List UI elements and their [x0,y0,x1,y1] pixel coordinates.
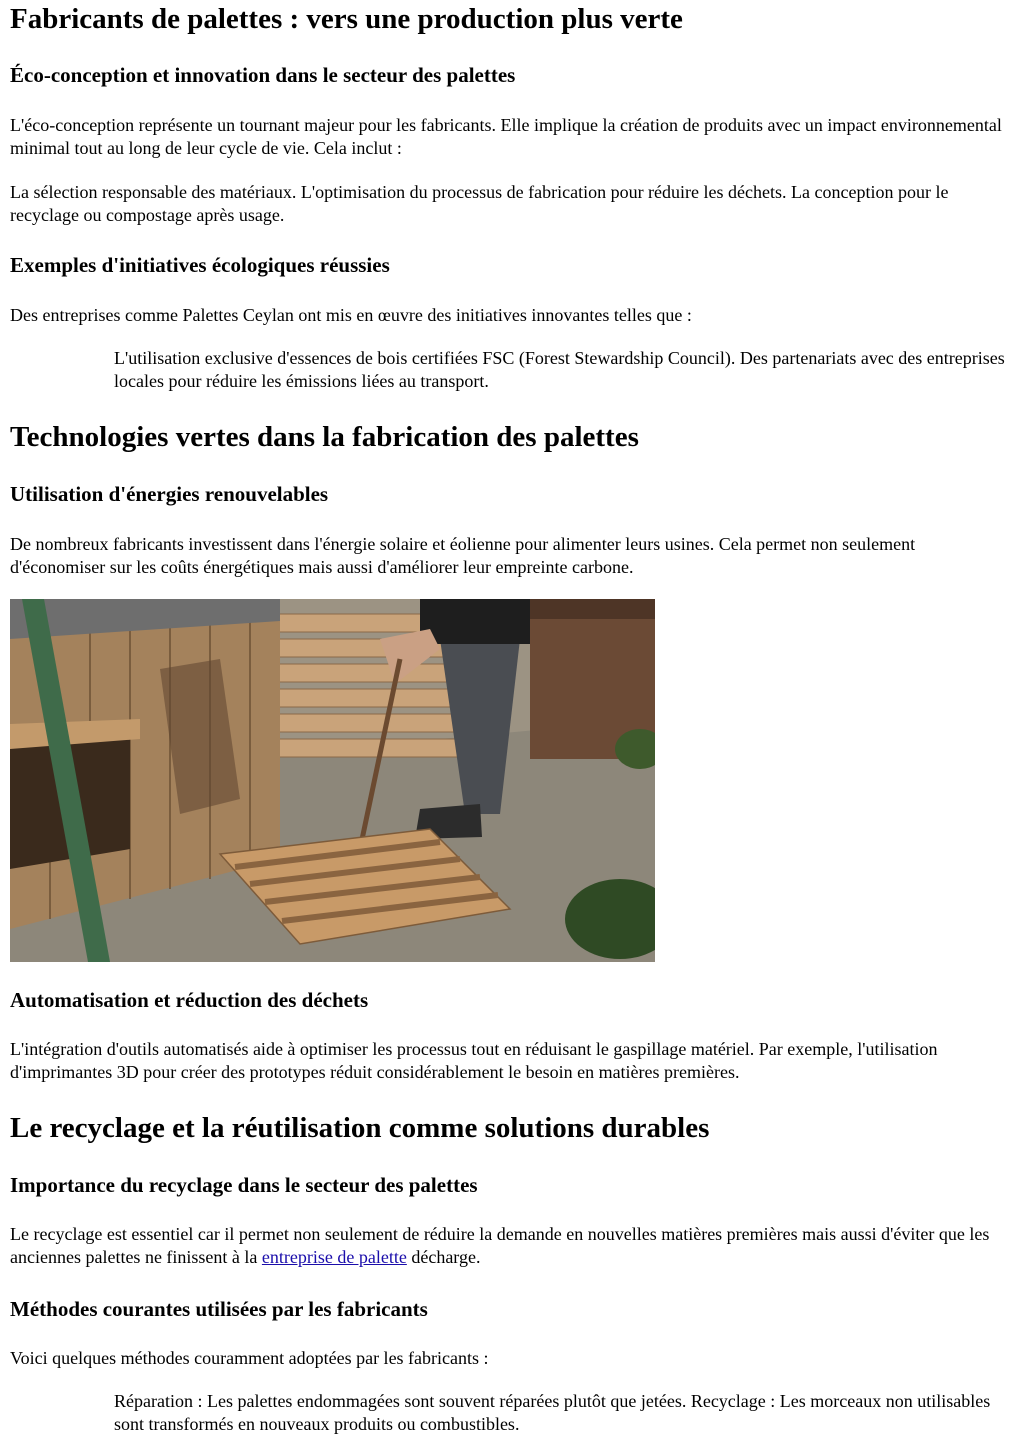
initiatives-quote: L'utilisation exclusive d'essences de bois certifiées FSC (Forest Stewardship Council). Des partenariats avec des entreprises locales pour réduire les émissions liées au transport. [114,348,1005,391]
pallet-photo [10,599,655,962]
methods-paragraph: Voici quelques méthodes couramment adoptées par les fabricants : [10,1348,489,1368]
recycling-importance-heading: Importance du recyclage dans le secteur des palettes [10,1173,478,1197]
recycling-importance-paragraph [10,1223,1014,1269]
entreprise-de-palette-link[interactable]: entreprise de palette [261,1247,407,1267]
automation-paragraph: L'intégration d'outils automatisés aide à optimiser les processus tout en réduisant le gaspillage matériel. Par exemple, l'utilisation d'imprimantes 3D pour créer des prototypes réduit considérablement le besoin en matières premières. [10,1039,938,1082]
eco-conception-list-paragraph: La sélection responsable des matériaux. L'optimisation du processus de fabrication pour réduire les déchets. La conception pour le recyclage ou compostage après usage. [10,182,949,225]
methods-quote: Réparation : Les palettes endommagées sont souvent réparées plutôt que jetées. Recyclage : Les morceaux non utilisables sont transformés en nouveaux produits ou combustibles. [114,1391,991,1434]
renewable-energy-paragraph: De nombreux fabricants investissent dans l'énergie solaire et éolienne pour alimenter leurs usines. Cela permet non seulement d'économiser sur les coûts énergétiques mais aussi d'améliorer leur empreinte carbone. [10,534,916,577]
automation-heading: Automatisation et réduction des déchets [10,988,369,1012]
recycling-heading: Le recyclage et la réutilisation comme solutions durables [10,1112,710,1144]
recycling-text-after: décharge. [406,1247,481,1267]
recycling-text-before: Le recyclage est essentiel car il permet non seulement de réduire la demande en nouvelles matières premières mais aussi d'éviter que les anciennes palettes ne finissent à la [10,1224,990,1267]
eco-conception-paragraph: L'éco-conception représente un tournant majeur pour les fabricants. Elle implique la création de produits avec un impact environnemental minimal tout au long de leur cycle de vie. Cela inclut : [10,115,1002,158]
methods-heading: Méthodes courantes utilisées par les fabricants [10,1297,428,1321]
section-eco-conception-heading: Éco-conception et innovation dans le secteur des palettes [10,63,516,87]
technologies-heading: Technologies vertes dans la fabrication des palettes [10,421,639,453]
renewable-energy-heading: Utilisation d'énergies renouvelables [10,482,329,506]
pallet-photo-illustration [10,599,655,962]
initiatives-paragraph: Des entreprises comme Palettes Ceylan ont mis en œuvre des initiatives innovantes telles que : [10,305,692,325]
initiatives-heading: Exemples d'initiatives écologiques réussies [10,253,390,277]
page-title: Fabricants de palettes : vers une production plus verte [10,3,683,35]
